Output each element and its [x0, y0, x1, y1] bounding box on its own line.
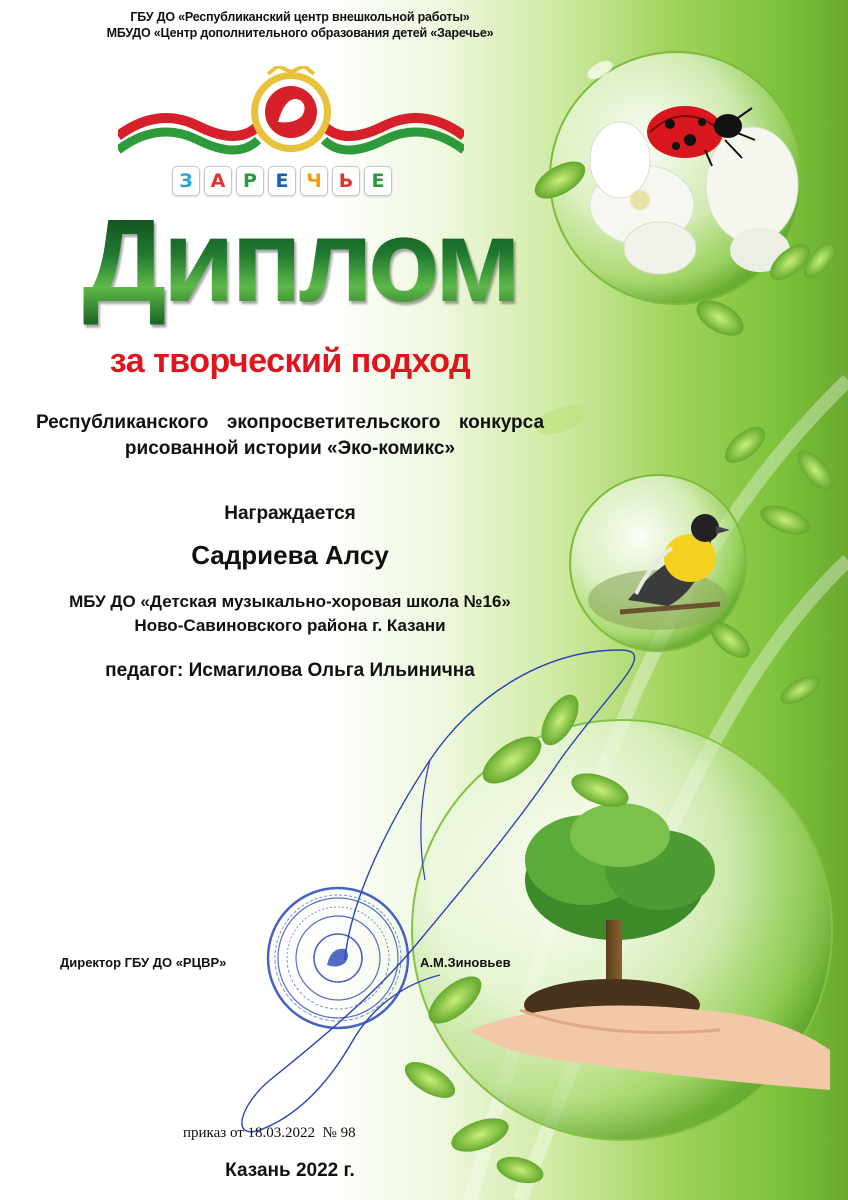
zarechye-logo — [172, 166, 392, 196]
logo-letter: Ч — [300, 166, 328, 196]
organization-line-1: ГБУ ДО «Республиканский центр внешкольной работы» — [130, 10, 470, 24]
logo-letter: Е — [364, 166, 392, 196]
awarded-label: Награждается — [224, 503, 356, 524]
logo-letter: Е — [268, 166, 296, 196]
logo-letter: Ь — [332, 166, 360, 196]
recipient-name: Садриева Алсу — [191, 540, 389, 570]
logo-letter: Р — [236, 166, 264, 196]
logo-letter: А — [204, 166, 232, 196]
school-line-2: Ново-Савиновского района г. Казани — [134, 616, 446, 635]
order-reference: приказ от 18.03.2022 № 98 — [183, 1125, 356, 1141]
diploma-title: Диплом — [30, 196, 570, 326]
school-line-1: МБУ ДО «Детская музыкально-хоровая школа №16» — [69, 592, 511, 611]
logo-letter: З — [172, 166, 200, 196]
award-nomination: за творческий подход — [109, 342, 471, 380]
round-seal-stamp-icon — [265, 885, 411, 1031]
contest-name-line-2: рисованной истории «Эко-комикс» — [124, 438, 456, 459]
teacher-name: педагог: Исмагилова Ольга Ильинична — [105, 660, 475, 681]
ladybug-bubble — [529, 52, 816, 343]
tree-in-hands-bubble — [399, 689, 832, 1188]
tatarstan-coat-of-arms-icon — [118, 66, 464, 170]
signer-name: А.М.Зиновьев — [420, 955, 511, 970]
organization-line-2: МБУДО «Центр дополнительного образования детей «Заречье» — [106, 26, 494, 40]
city-year: Казань 2022 г. — [225, 1160, 355, 1181]
contest-name-line-1: Республиканского экопросветительского конкурса — [35, 412, 545, 433]
director-label: Директор ГБУ ДО «РЦВР» — [60, 955, 227, 970]
